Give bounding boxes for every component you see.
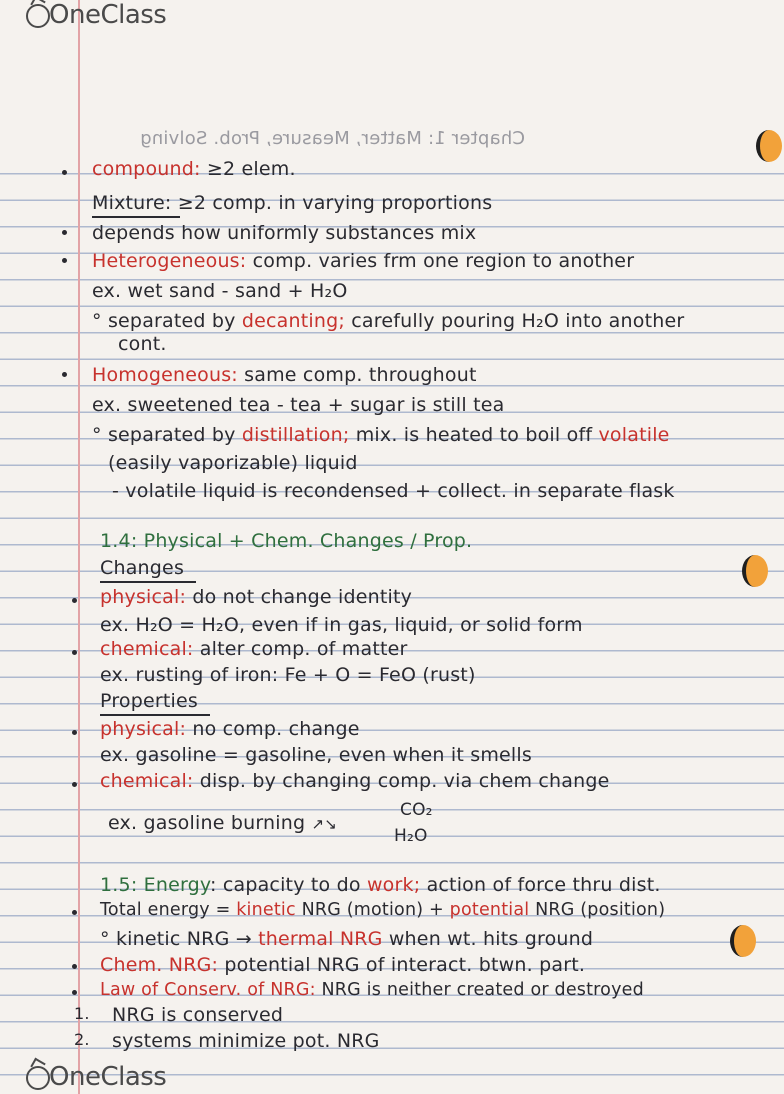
section-heading: 1.4: Physical + Chem. Changes / Prop. (100, 530, 473, 552)
subheading: Properties (100, 690, 199, 712)
bullet (62, 372, 67, 377)
bullet (72, 650, 77, 655)
logo-ring-icon (26, 4, 50, 28)
hole-punch (742, 555, 768, 587)
bullet (62, 170, 67, 175)
bullet (72, 964, 77, 969)
underline (92, 216, 180, 218)
underline (100, 581, 196, 583)
list-number: 1. (74, 1004, 90, 1023)
logo-ring-icon (26, 1066, 50, 1090)
note-line: ex. gasoline = gasoline, even when it smells (100, 744, 532, 766)
underline (100, 714, 210, 716)
note-line: ex. wet sand - sand + H₂O (92, 280, 348, 302)
branch-arrows-icon: ↗↘ (311, 815, 338, 833)
bullet (72, 730, 77, 735)
section-heading: 1.5: Energy: capacity to do work; action of force thru dist. (100, 874, 661, 896)
bullet (72, 782, 77, 787)
note-line: Total energy = kinetic NRG (motion) + potential NRG (position) (100, 900, 666, 920)
note-line: - volatile liquid is recondensed + collect. in separate flask (112, 480, 675, 502)
note-line: Heterogeneous: comp. varies frm one region to another (92, 250, 635, 272)
note-line: ex. gasoline burning ↗↘ (108, 812, 338, 834)
note-line: physical: do not change identity (100, 586, 413, 608)
bullet (62, 230, 67, 235)
note-line: chemical: disp. by changing comp. via chem change (100, 770, 610, 792)
product-h2o: H₂O (394, 826, 428, 846)
hole-punch (730, 925, 756, 957)
note-line: (easily vaporizable) liquid (108, 452, 358, 474)
note-line: compound: ≥2 elem. (92, 158, 296, 180)
list-number: 2. (74, 1030, 90, 1049)
bullet (72, 990, 77, 995)
bullet (72, 598, 77, 603)
subheading: Changes (100, 557, 185, 579)
note-line: ° kinetic NRG → thermal NRG when wt. hits ground (100, 928, 594, 950)
note-line: ° separated by decanting; carefully pouring H₂O into another (92, 310, 685, 332)
note-line: depends how uniformly substances mix (92, 222, 477, 244)
bullet (62, 258, 67, 263)
note-line: ex. rusting of iron: Fe + O = FeO (rust) (100, 664, 476, 686)
mirrored-header: Chapter 1: Matter, Measure, Prob. Solving (140, 128, 526, 149)
oneclass-logo-bottom: OneClass (26, 1062, 166, 1092)
product-co2: CO₂ (400, 800, 433, 820)
hole-punch (756, 130, 782, 162)
margin-line (78, 0, 80, 1094)
note-line: Chem. NRG: potential NRG of interact. btwn. part. (100, 954, 586, 976)
note-line: chemical: alter comp. of matter (100, 638, 408, 660)
note-line: systems minimize pot. NRG (112, 1030, 380, 1052)
note-line: physical: no comp. change (100, 718, 360, 740)
note-line: ex. sweetened tea - tea + sugar is still tea (92, 394, 505, 416)
note-line: NRG is conserved (112, 1004, 284, 1026)
note-line: Mixture: ≥2 comp. in varying proportions (92, 192, 493, 214)
note-line: cont. (118, 333, 167, 355)
note-line: Law of Conserv. of NRG: NRG is neither created or destroyed (100, 980, 644, 1000)
note-line: Homogeneous: same comp. throughout (92, 364, 477, 386)
note-line: ° separated by distillation; mix. is heated to boil off volatile (92, 424, 670, 446)
oneclass-logo-top: OneClass (26, 0, 166, 30)
bullet (72, 910, 77, 915)
note-line: ex. H₂O = H₂O, even if in gas, liquid, or solid form (100, 614, 583, 636)
